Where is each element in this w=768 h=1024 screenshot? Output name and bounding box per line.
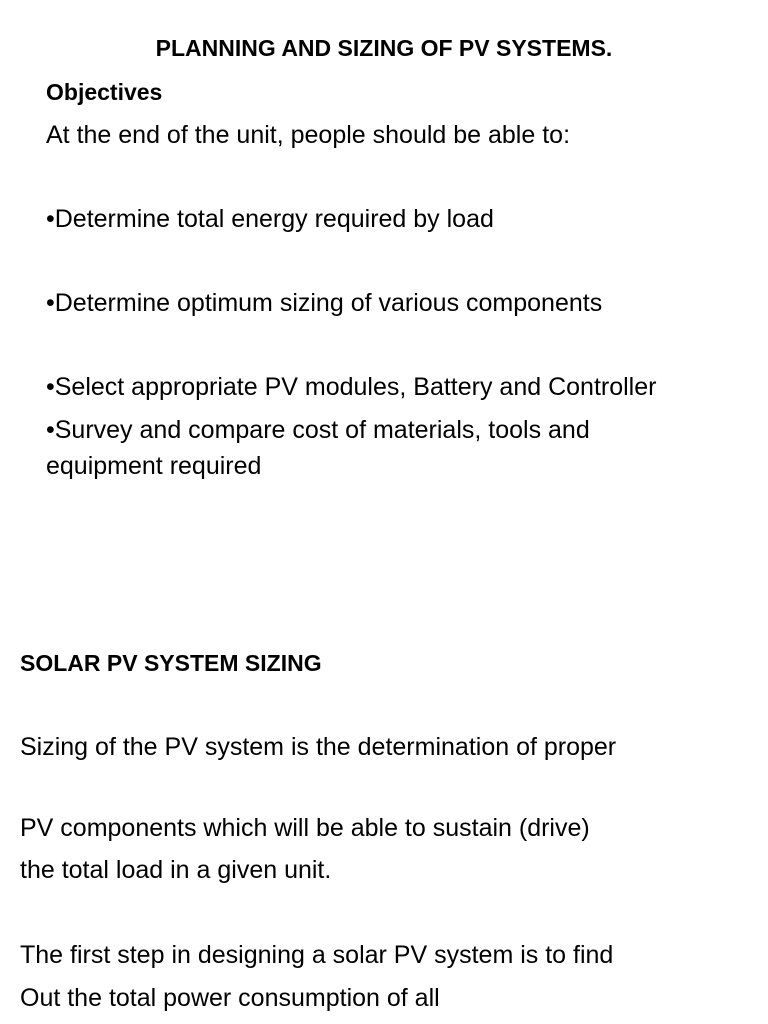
objective-item-energy: •Determine total energy required by load: [46, 205, 494, 233]
objective-item-sizing: •Determine optimum sizing of various components: [46, 289, 603, 317]
sizing-paragraph-line-3: the total load in a given unit.: [20, 856, 332, 884]
sizing-paragraph-line-1: Sizing of the PV system is the determination of proper: [20, 733, 617, 761]
objectives-intro: At the end of the unit, people should be able to:: [46, 121, 571, 149]
sizing-paragraph-line-4: The first step in designing a solar PV system is to find: [20, 941, 614, 969]
sizing-paragraph-line-5: Out the total power consumption of all: [20, 984, 440, 1012]
page-title: PLANNING AND SIZING OF PV SYSTEMS.: [155, 35, 613, 61]
sizing-heading: SOLAR PV SYSTEM SIZING: [20, 650, 322, 676]
objective-item-survey: •Survey and compare cost of materials, tools and: [46, 416, 590, 444]
sizing-paragraph-line-2: PV components which will be able to sustain (drive): [20, 814, 590, 842]
objective-item-survey-continued: equipment required: [46, 452, 262, 480]
objective-item-select: •Select appropriate PV modules, Battery and Controller: [46, 373, 657, 401]
objectives-heading: Objectives: [46, 79, 163, 105]
